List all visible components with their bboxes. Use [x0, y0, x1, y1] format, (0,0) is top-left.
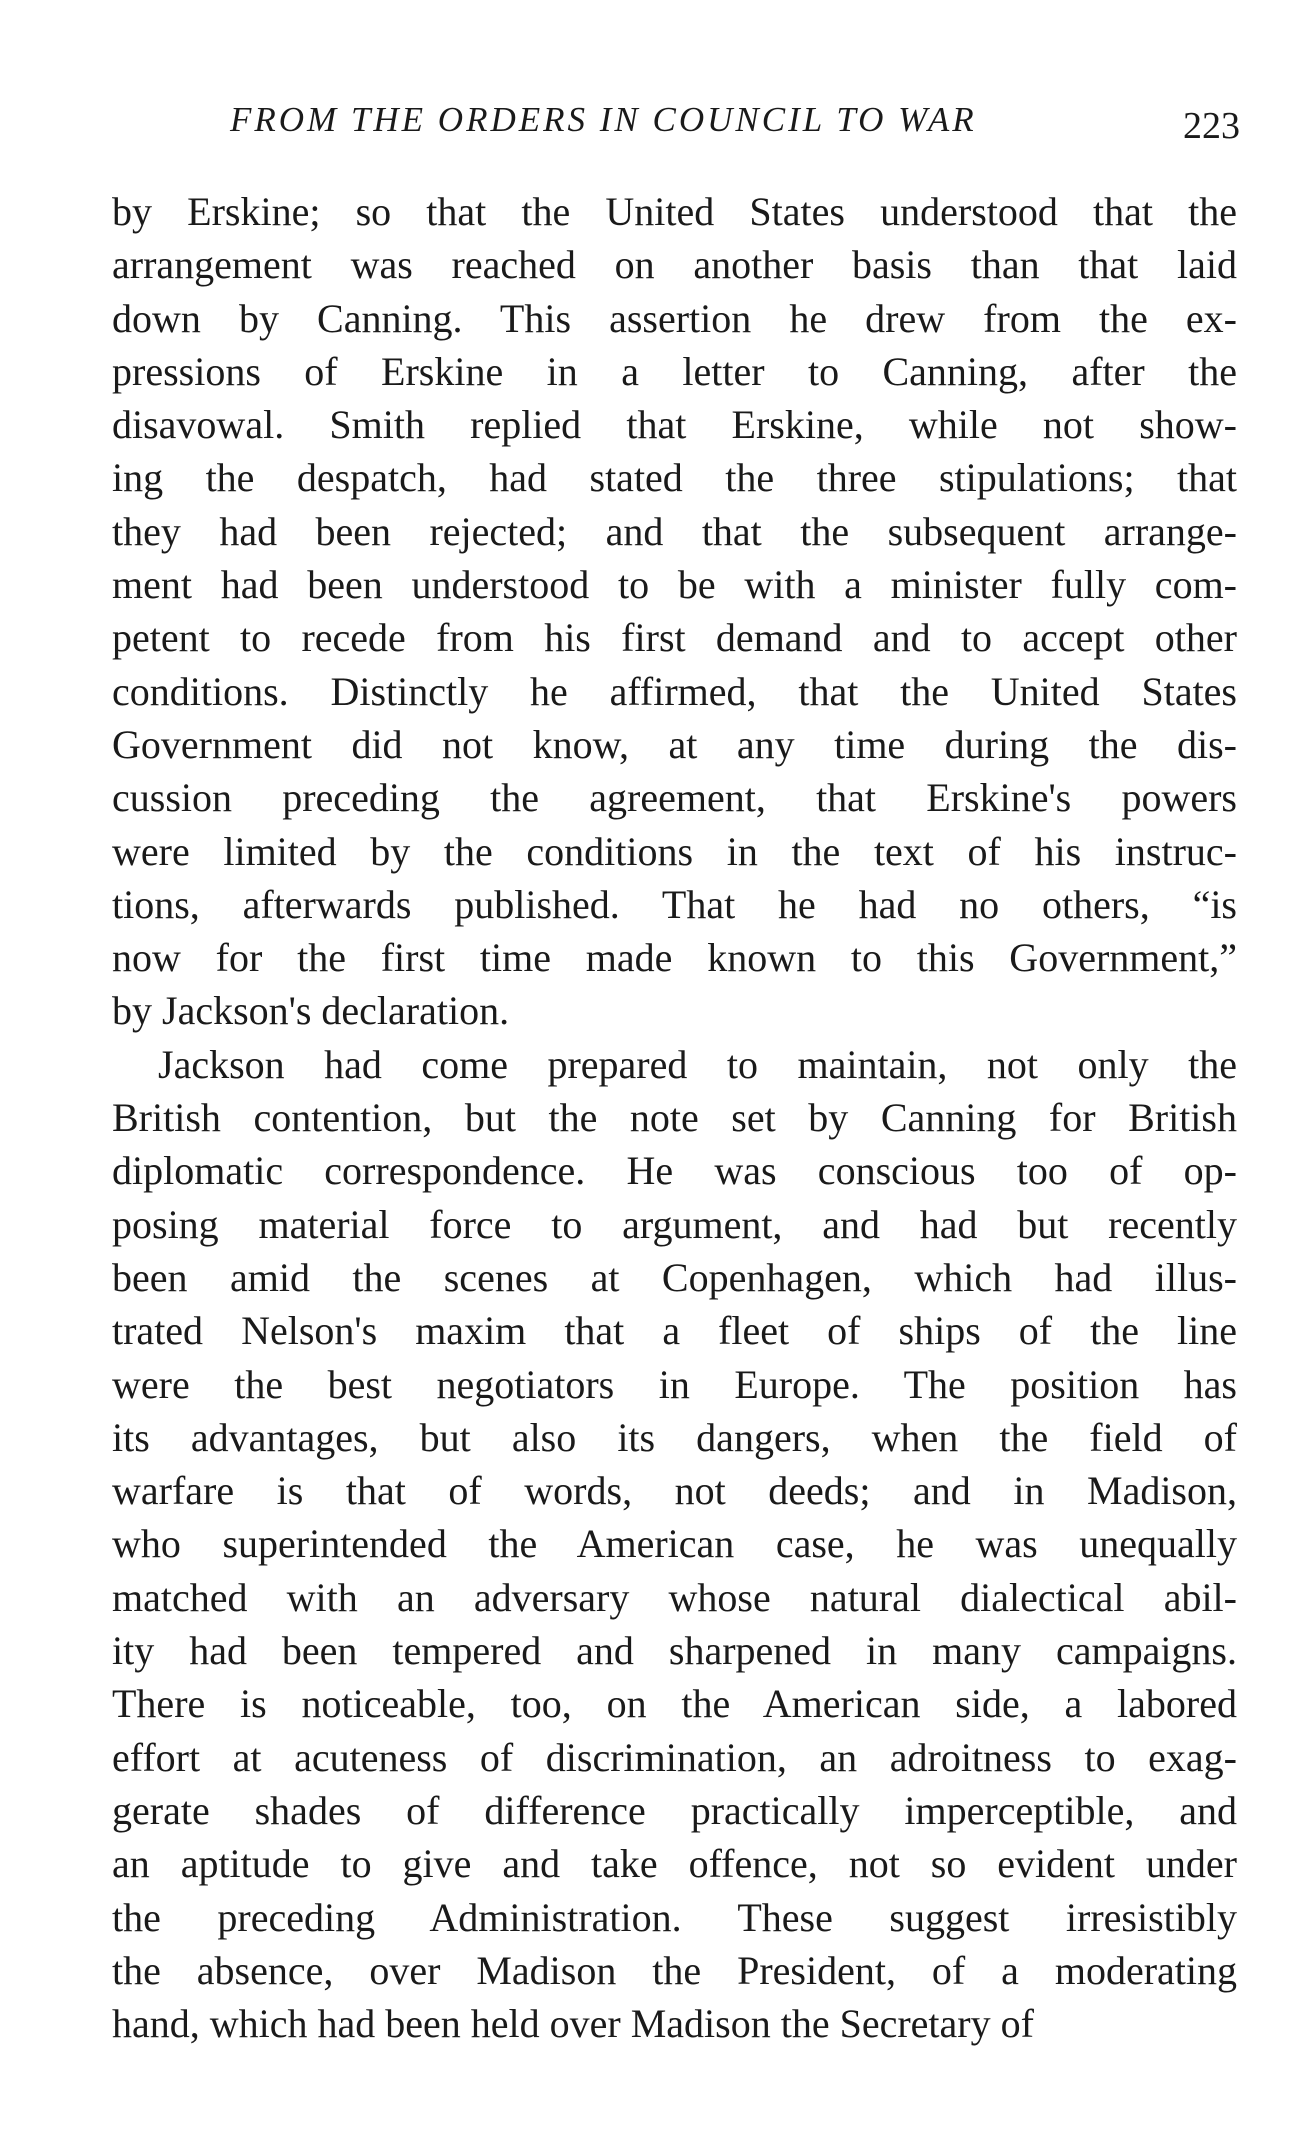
- text-line: cussion preceding the agreement, that Erskine's powers: [112, 775, 1237, 821]
- text-line: by Erskine; so that the United States understood that the: [112, 189, 1237, 234]
- text-line: There is noticeable, too, on the American side, a labored: [112, 1681, 1237, 1727]
- text-line: tions, afterwards published. That he had no others, “is: [112, 881, 1237, 927]
- text-line: its advantages, but also its dangers, when the field of: [112, 1414, 1237, 1460]
- text-line: now for the first time made known to this Government,”: [112, 935, 1237, 981]
- text-line: ment had been understood to be with a minister fully com-: [112, 562, 1237, 608]
- text-line: the absence, over Madison the President, of a moderating: [112, 1947, 1237, 1993]
- text-line: posing material force to argument, and had but recently: [112, 1201, 1237, 1247]
- text-line: an aptitude to give and take offence, not so evident under: [112, 1841, 1237, 1887]
- text-line: down by Canning. This assertion he drew from the ex-: [112, 295, 1237, 341]
- page-number: 223: [1183, 105, 1240, 147]
- page-body: [112, 185, 1237, 2050]
- text-line: matched with an adversary whose natural dialectical abil-: [112, 1574, 1237, 1620]
- text-line: warfare is that of words, not deeds; and in Madison,: [112, 1468, 1237, 1514]
- page-header: [230, 100, 1240, 150]
- paragraph: [112, 185, 1237, 1038]
- text-line: by Jackson's declaration.: [112, 988, 510, 1034]
- text-line: pressions of Erskine in a letter to Canning, after the: [112, 348, 1237, 394]
- text-line: were the best negotiators in Europe. The position has: [112, 1361, 1237, 1407]
- text-line: been amid the scenes at Copenhagen, which had illus-: [112, 1254, 1237, 1300]
- text-line: petent to recede from his first demand and to accept other: [112, 615, 1237, 661]
- text-line: ing the despatch, had stated the three stipulations; that: [112, 455, 1237, 501]
- text-line: they had been rejected; and that the subsequent arrange-: [112, 508, 1237, 554]
- text-line: hand, which had been held over Madison the Secretary of: [112, 2001, 1034, 2047]
- text-line: trated Nelson's maxim that a fleet of ships of the line: [112, 1308, 1237, 1354]
- text-line: gerate shades of difference practically imperceptible, and: [112, 1787, 1237, 1833]
- paragraph: [112, 1038, 1237, 2051]
- text-line: British contention, but the note set by Canning for British: [112, 1095, 1237, 1141]
- text-line: diplomatic correspondence. He was conscious too of op-: [112, 1148, 1237, 1194]
- text-line: the preceding Administration. These suggest irresistibly: [112, 1894, 1237, 1940]
- text-line: who superintended the American case, he was unequally: [112, 1521, 1237, 1567]
- text-line: effort at acuteness of discrimination, an adroitness to exag-: [112, 1734, 1237, 1780]
- text-line: were limited by the conditions in the text of his instruc-: [112, 828, 1237, 874]
- text-line: arrangement was reached on another basis than that laid: [112, 242, 1237, 288]
- text-line: disavowal. Smith replied that Erskine, while not show-: [112, 402, 1237, 448]
- text-line: conditions. Distinctly he affirmed, that the United States: [112, 668, 1237, 714]
- running-head: FROM THE ORDERS IN COUNCIL TO WAR: [230, 100, 977, 139]
- text-line: Government did not know, at any time during the dis-: [112, 721, 1237, 767]
- text-line: Jackson had come prepared to maintain, not only the: [158, 1041, 1237, 1087]
- text-line: ity had been tempered and sharpened in many campaigns.: [112, 1628, 1237, 1674]
